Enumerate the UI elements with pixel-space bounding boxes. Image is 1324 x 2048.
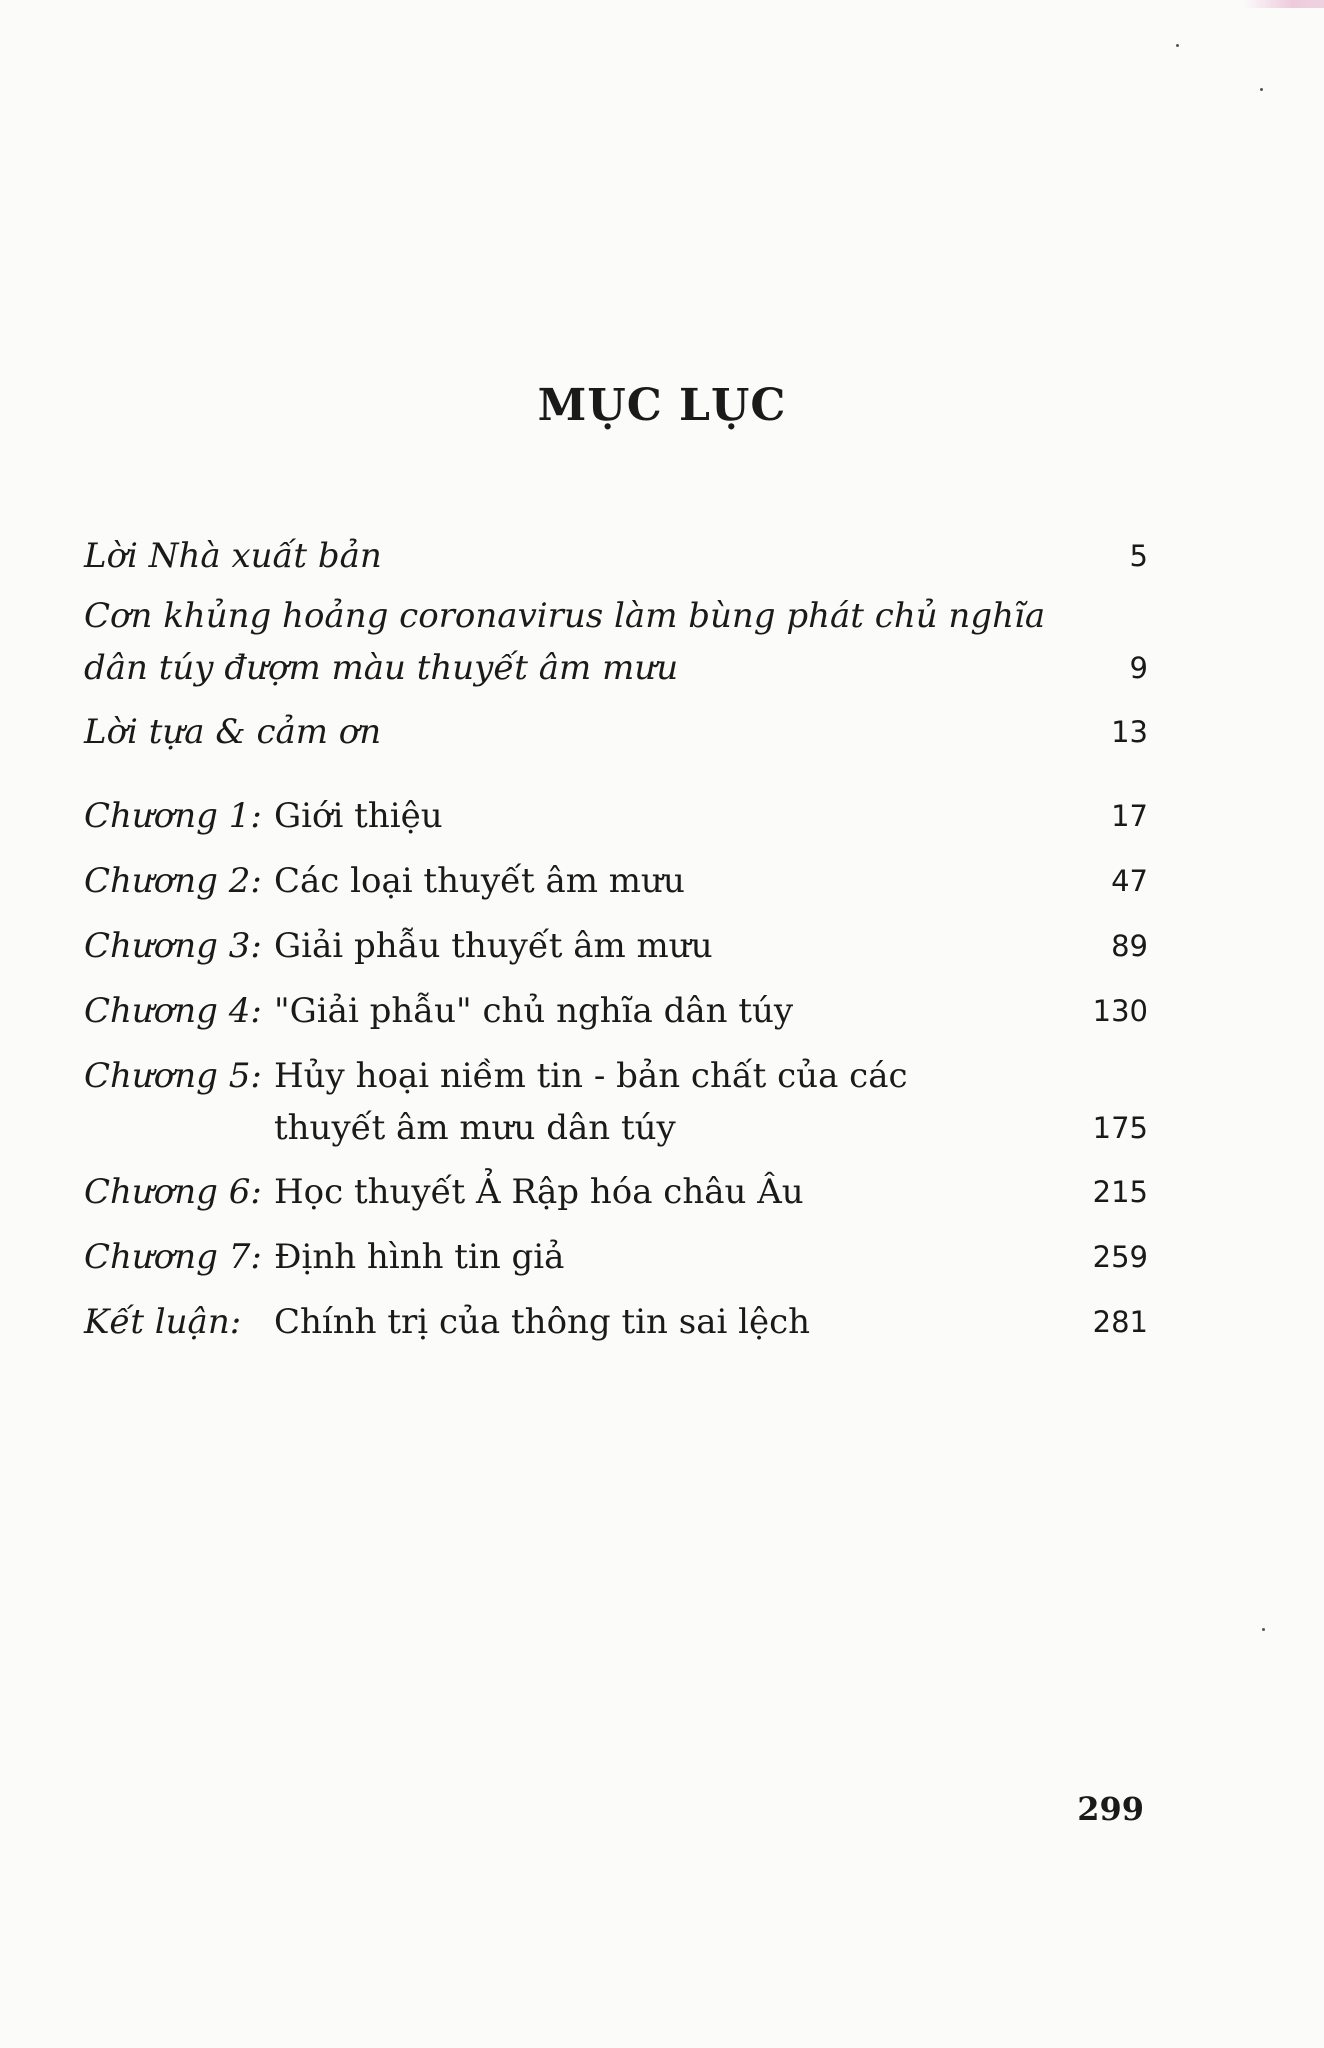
speck <box>1176 44 1179 47</box>
chapter-title-line2: thuyết âm mưu dân túy <box>274 1108 676 1148</box>
chapter-label: Chương 2: <box>84 861 262 901</box>
chapter-title: "Giải phẫu" chủ nghĩa dân túy <box>274 991 794 1031</box>
toc-entry-publisher-note <box>84 530 1148 582</box>
chapter-title: Giới thiệu <box>274 796 443 836</box>
toc-entry-chapter-6 <box>84 1166 1148 1218</box>
chapter-label: Chương 3: <box>84 926 262 966</box>
toc-entry-conclusion <box>84 1296 1148 1348</box>
chapter-label: Chương 1: <box>84 796 262 836</box>
toc-entry-chapter-5 <box>84 1050 1148 1154</box>
chapter-title <box>274 1050 1034 1154</box>
page-number: 299 <box>1077 1790 1144 1828</box>
toc-entry-page: 17 <box>1111 799 1148 833</box>
chapter-title: Học thuyết Ả Rập hóa châu Âu <box>274 1172 804 1212</box>
toc-entry-page: 215 <box>1092 1175 1148 1209</box>
toc-entry-page: 5 <box>1129 539 1148 573</box>
toc-entry-page: 47 <box>1111 864 1148 898</box>
page-edge-mark <box>1244 0 1324 8</box>
toc-entry-chapter-7 <box>84 1231 1148 1283</box>
chapter-title: Các loại thuyết âm mưu <box>274 861 685 901</box>
toc-entry-chapter-2 <box>84 855 1148 907</box>
speck <box>1260 88 1263 91</box>
toc-entry-page: 175 <box>1092 1111 1148 1145</box>
toc-entry-label: Lời tựa & cảm ơn <box>84 712 382 752</box>
toc-entry-page: 13 <box>1111 715 1148 749</box>
chapter-label: Chương 4: <box>84 991 262 1031</box>
chapter-label: Kết luận: <box>84 1302 242 1342</box>
toc-heading: MỤC LỤC <box>537 380 787 431</box>
speck <box>1262 1628 1265 1631</box>
toc-entry-page: 259 <box>1092 1240 1148 1274</box>
chapter-title: Giải phẫu thuyết âm mưu <box>274 926 713 966</box>
toc-entry-chapter-1 <box>84 790 1148 842</box>
chapter-title-line1: Hủy hoại niềm tin - bản chất của các <box>274 1056 908 1096</box>
toc-entry-preface-coronavirus <box>84 590 1148 694</box>
chapter-label: Chương 7: <box>84 1237 262 1277</box>
toc-entry-page: 89 <box>1111 929 1148 963</box>
chapter-title: Chính trị của thông tin sai lệch <box>274 1302 811 1342</box>
toc-entry-chapter-4 <box>84 985 1148 1037</box>
chapter-title: Định hình tin giả <box>274 1237 565 1277</box>
toc-entry-label-line2: dân túy đượm màu thuyết âm mưu <box>84 648 679 688</box>
chapter-label: Chương 5: <box>84 1056 262 1096</box>
toc-entry-chapter-3 <box>84 920 1148 972</box>
chapter-label: Chương 6: <box>84 1172 262 1212</box>
toc-entry-foreword <box>84 706 1148 758</box>
toc-entry-page: 130 <box>1092 994 1148 1028</box>
toc-entry-label: Lời Nhà xuất bản <box>84 536 382 576</box>
toc-entry-label-line1: Cơn khủng hoảng coronavirus làm bùng phát chủ nghĩa <box>84 596 1046 636</box>
toc-entry-page: 9 <box>1129 651 1148 685</box>
toc-entry-page: 281 <box>1092 1305 1148 1339</box>
